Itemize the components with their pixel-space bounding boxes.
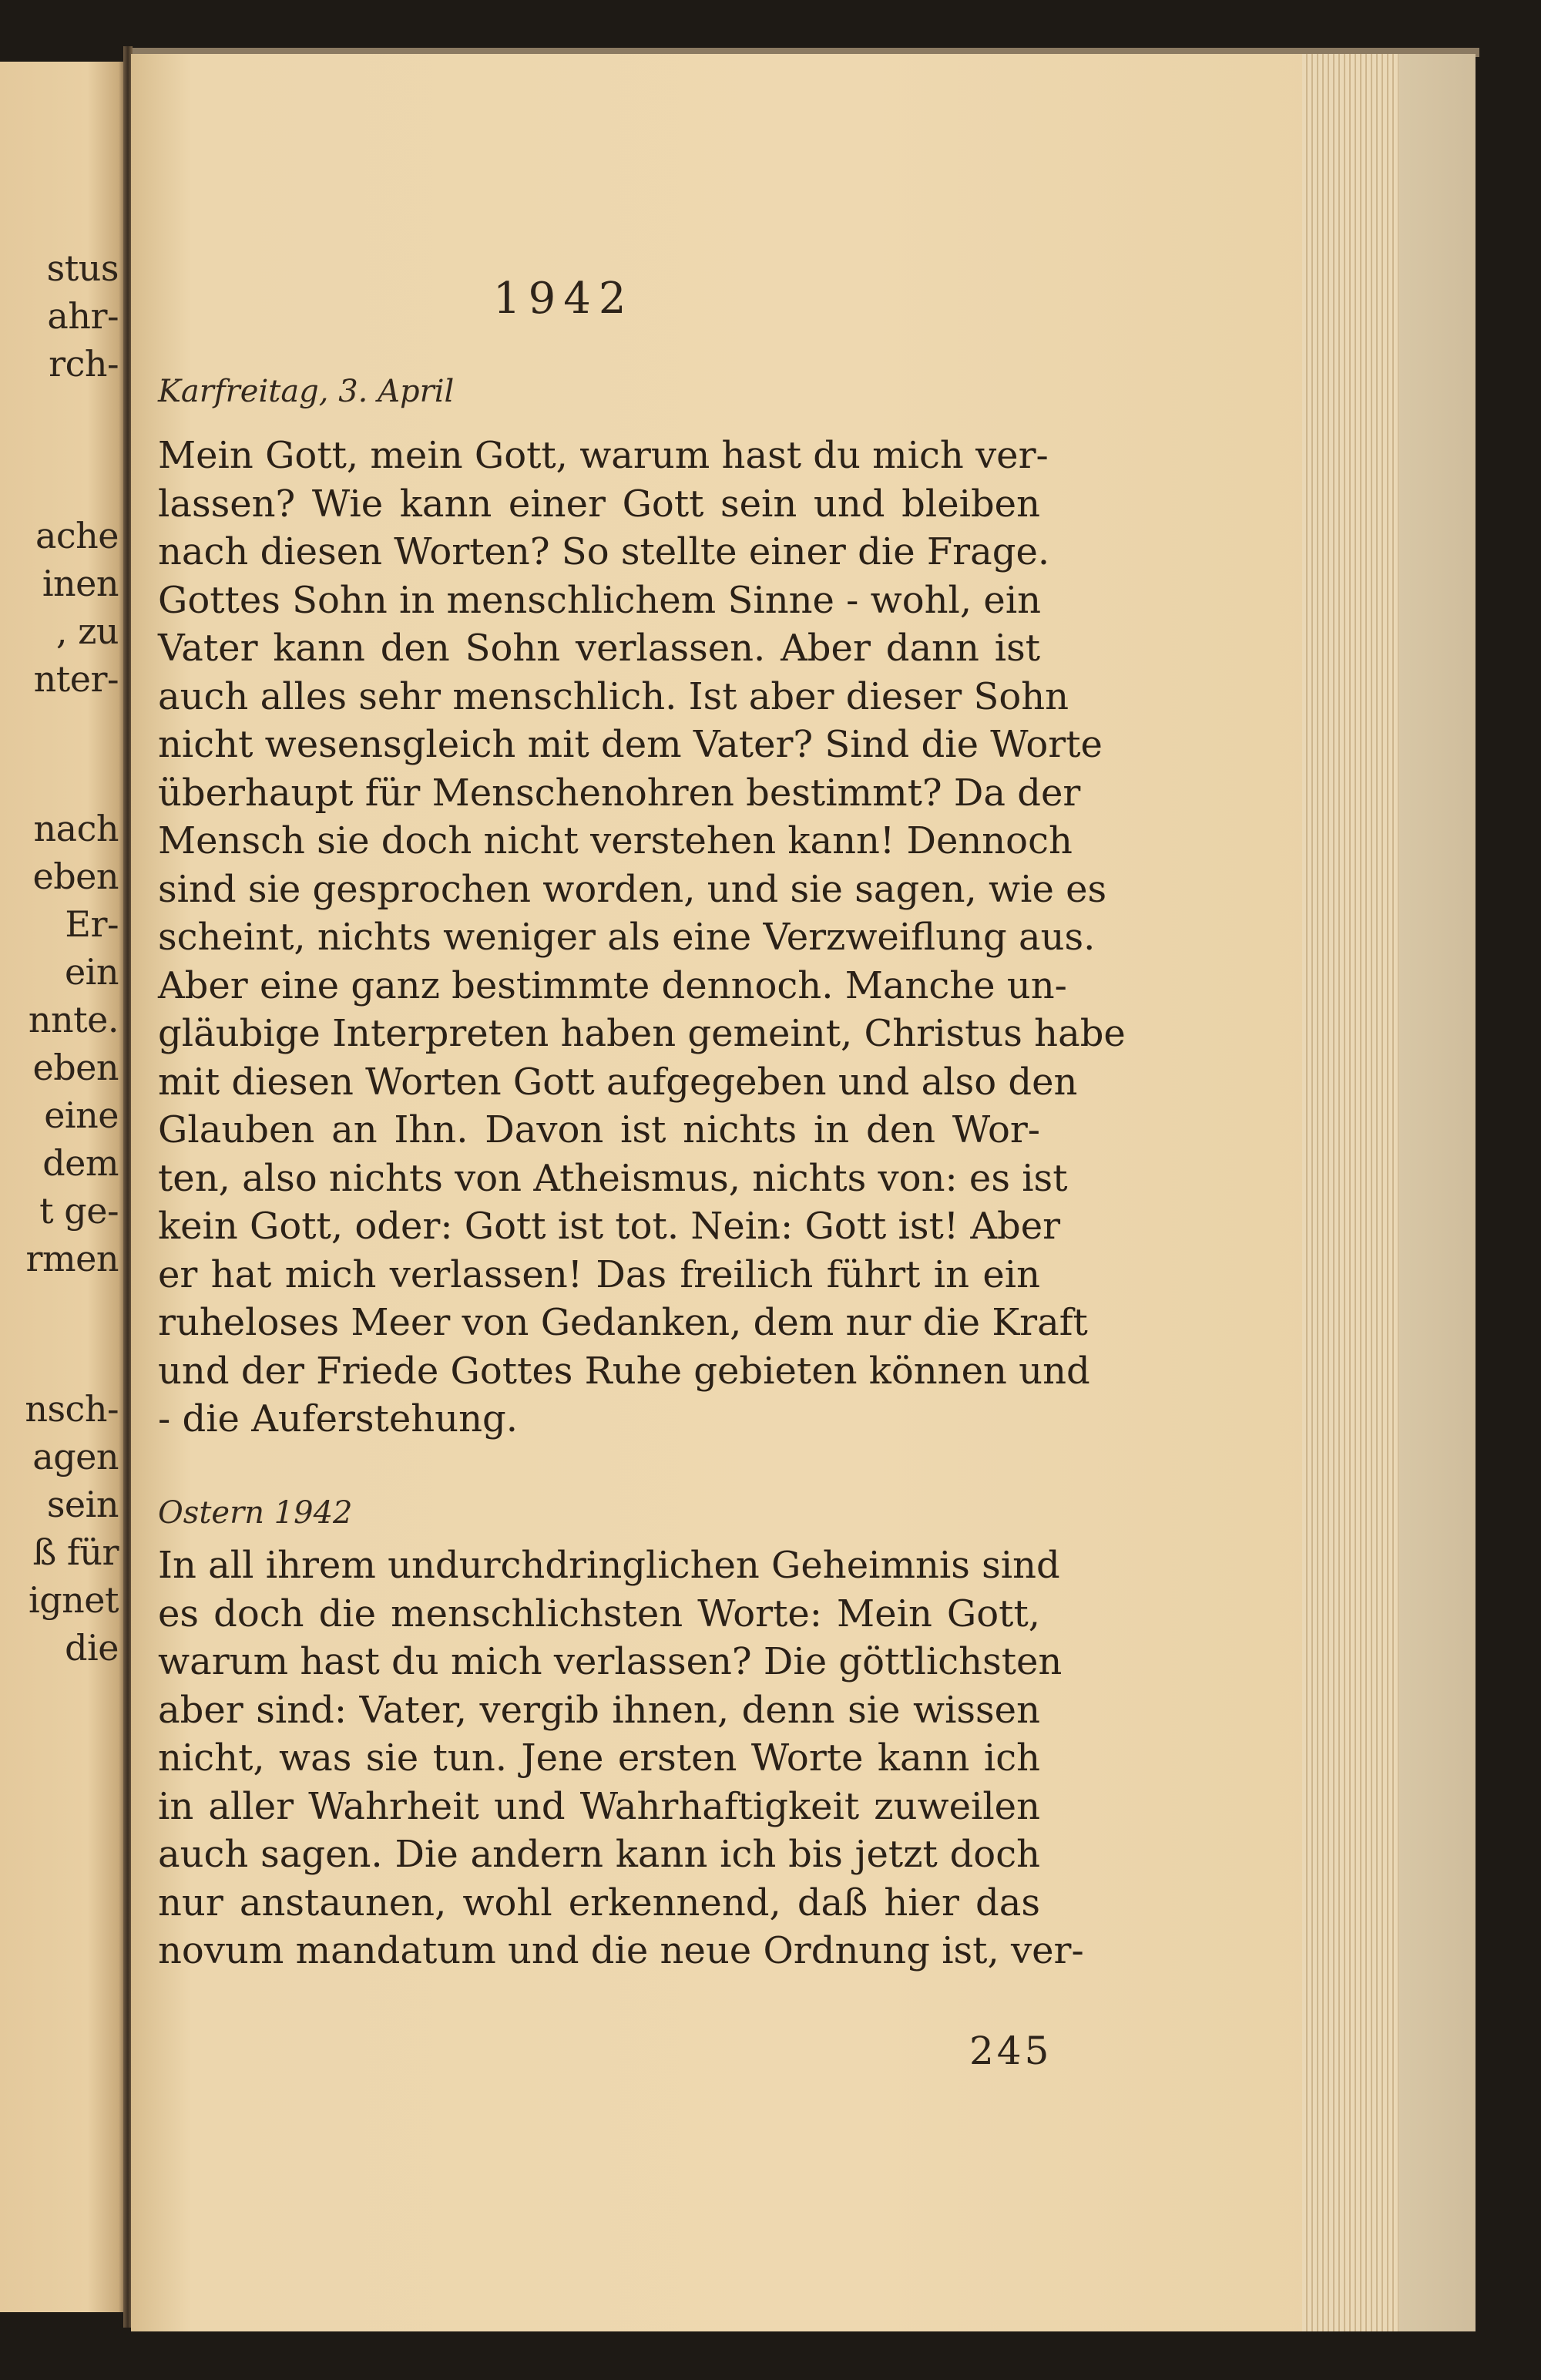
left-page-line: rmen (25, 1238, 119, 1279)
left-page-line: t ge- (39, 1190, 119, 1232)
text-line: warum hast du mich verlassen? Die göttlichsten (158, 1640, 1063, 1683)
entry-body-karfreitag (158, 432, 1126, 1444)
left-page-line: eine (44, 1094, 119, 1136)
text-line: sind sie gesprochen worden, und sie sagen, wie es (158, 867, 1107, 911)
text-line: auch sagen. Die andern kann ich bis jetzt doch (158, 1833, 1040, 1876)
text-line: Mensch sie doch nicht verstehen kann! Dennoch (158, 819, 1073, 862)
text-line: novum mandatum und die neue Ordnung ist, ver- (158, 1929, 1084, 1972)
page-edges (1302, 54, 1398, 2331)
left-page-line: stus (46, 247, 119, 289)
text-line: Mein Gott, mein Gott, warum hast du mich ver- (158, 434, 1049, 477)
text-line: nicht, was sie tun. Jene ersten Worte kann ich (158, 1736, 1040, 1780)
text-line: nicht wesensgleich mit dem Vater? Sind die Worte (158, 723, 1103, 766)
text-line: gläubige Interpreten haben gemeint, Christus habe (158, 1012, 1126, 1055)
text-line: auch alles sehr menschlich. Ist aber dieser Sohn (158, 674, 1069, 718)
text-line: scheint, nichts weniger als eine Verzweiflung aus. (158, 916, 1096, 959)
left-page-line: inen (42, 563, 119, 604)
left-page (0, 62, 125, 2312)
text-line: Glauben an Ihn. Davon ist nichts in den Wor- (158, 1108, 1040, 1151)
text-line: aber sind: Vater, vergib ihnen, denn sie wissen (158, 1688, 1040, 1732)
page-header-year: 1942 (493, 274, 634, 324)
page-number: 245 (969, 2029, 1053, 2073)
left-page-line: nsch- (25, 1388, 119, 1430)
text-line: nur anstaunen, wohl erkennend, daß hier das (158, 1881, 1040, 1925)
text-line: mit diesen Worten Gott aufgegeben und also den (158, 1060, 1078, 1104)
left-page-line: eben (32, 1047, 119, 1088)
left-page-line: ein (64, 951, 119, 993)
text-line: er hat mich verlassen! Das freilich führt in ein (158, 1252, 1040, 1296)
left-page-line: sein (46, 1484, 119, 1525)
left-page-line: ß für (32, 1531, 119, 1573)
left-page-line: dem (42, 1142, 119, 1184)
book-cover-board (1398, 54, 1476, 2331)
text-line: Vater kann den Sohn verlassen. Aber dann ist (158, 627, 1040, 670)
left-page-line: ache (35, 515, 119, 556)
text-line: in aller Wahrheit und Wahrhaftigkeit zuweilen (158, 1784, 1040, 1828)
left-page-line: nach (33, 808, 119, 849)
left-page-line: eben (32, 856, 119, 897)
entry-heading-karfreitag: Karfreitag, 3. April (158, 374, 455, 409)
left-page-line: , zu (55, 610, 119, 652)
text-line: nach diesen Worten? So stellte einer die Frage. (158, 530, 1050, 573)
left-page-line: rch- (49, 343, 119, 385)
text-line: und der Friede Gottes Ruhe gebieten können und (158, 1349, 1090, 1393)
left-page-line: nnte. (28, 999, 119, 1040)
text-line: lassen? Wie kann einer Gott sein und bleiben (158, 482, 1040, 526)
left-page-line: Er- (65, 903, 119, 945)
left-page-line: agen (32, 1436, 119, 1477)
left-page-line: ignet (29, 1579, 119, 1621)
entry-body-ostern (158, 1541, 1084, 1975)
text-line: Aber eine ganz bestimmte dennoch. Manche un- (158, 963, 1067, 1007)
text-line: ten, also nichts von Atheismus, nichts von: es ist (158, 1156, 1068, 1200)
entry-heading-ostern: Ostern 1942 (158, 1495, 353, 1531)
text-line: es doch die menschlichsten Worte: Mein Gott, (158, 1592, 1040, 1635)
text-line: kein Gott, oder: Gott ist tot. Nein: Gott ist! Aber (158, 1205, 1061, 1248)
text-line: überhaupt für Menschenohren bestimmt? Da der (158, 771, 1081, 815)
text-line: ruheloses Meer von Gedanken, dem nur die Kraft (158, 1301, 1088, 1344)
text-line: - die Auferstehung. (158, 1397, 518, 1440)
text-line: In all ihrem undurchdringlichen Geheimnis sind (158, 1544, 1060, 1587)
text-line: Gottes Sohn in menschlichem Sinne - wohl, ein (158, 578, 1042, 622)
left-page-line: ahr- (47, 295, 119, 337)
left-page-line: die (65, 1627, 119, 1669)
left-page-line: nter- (33, 658, 119, 700)
